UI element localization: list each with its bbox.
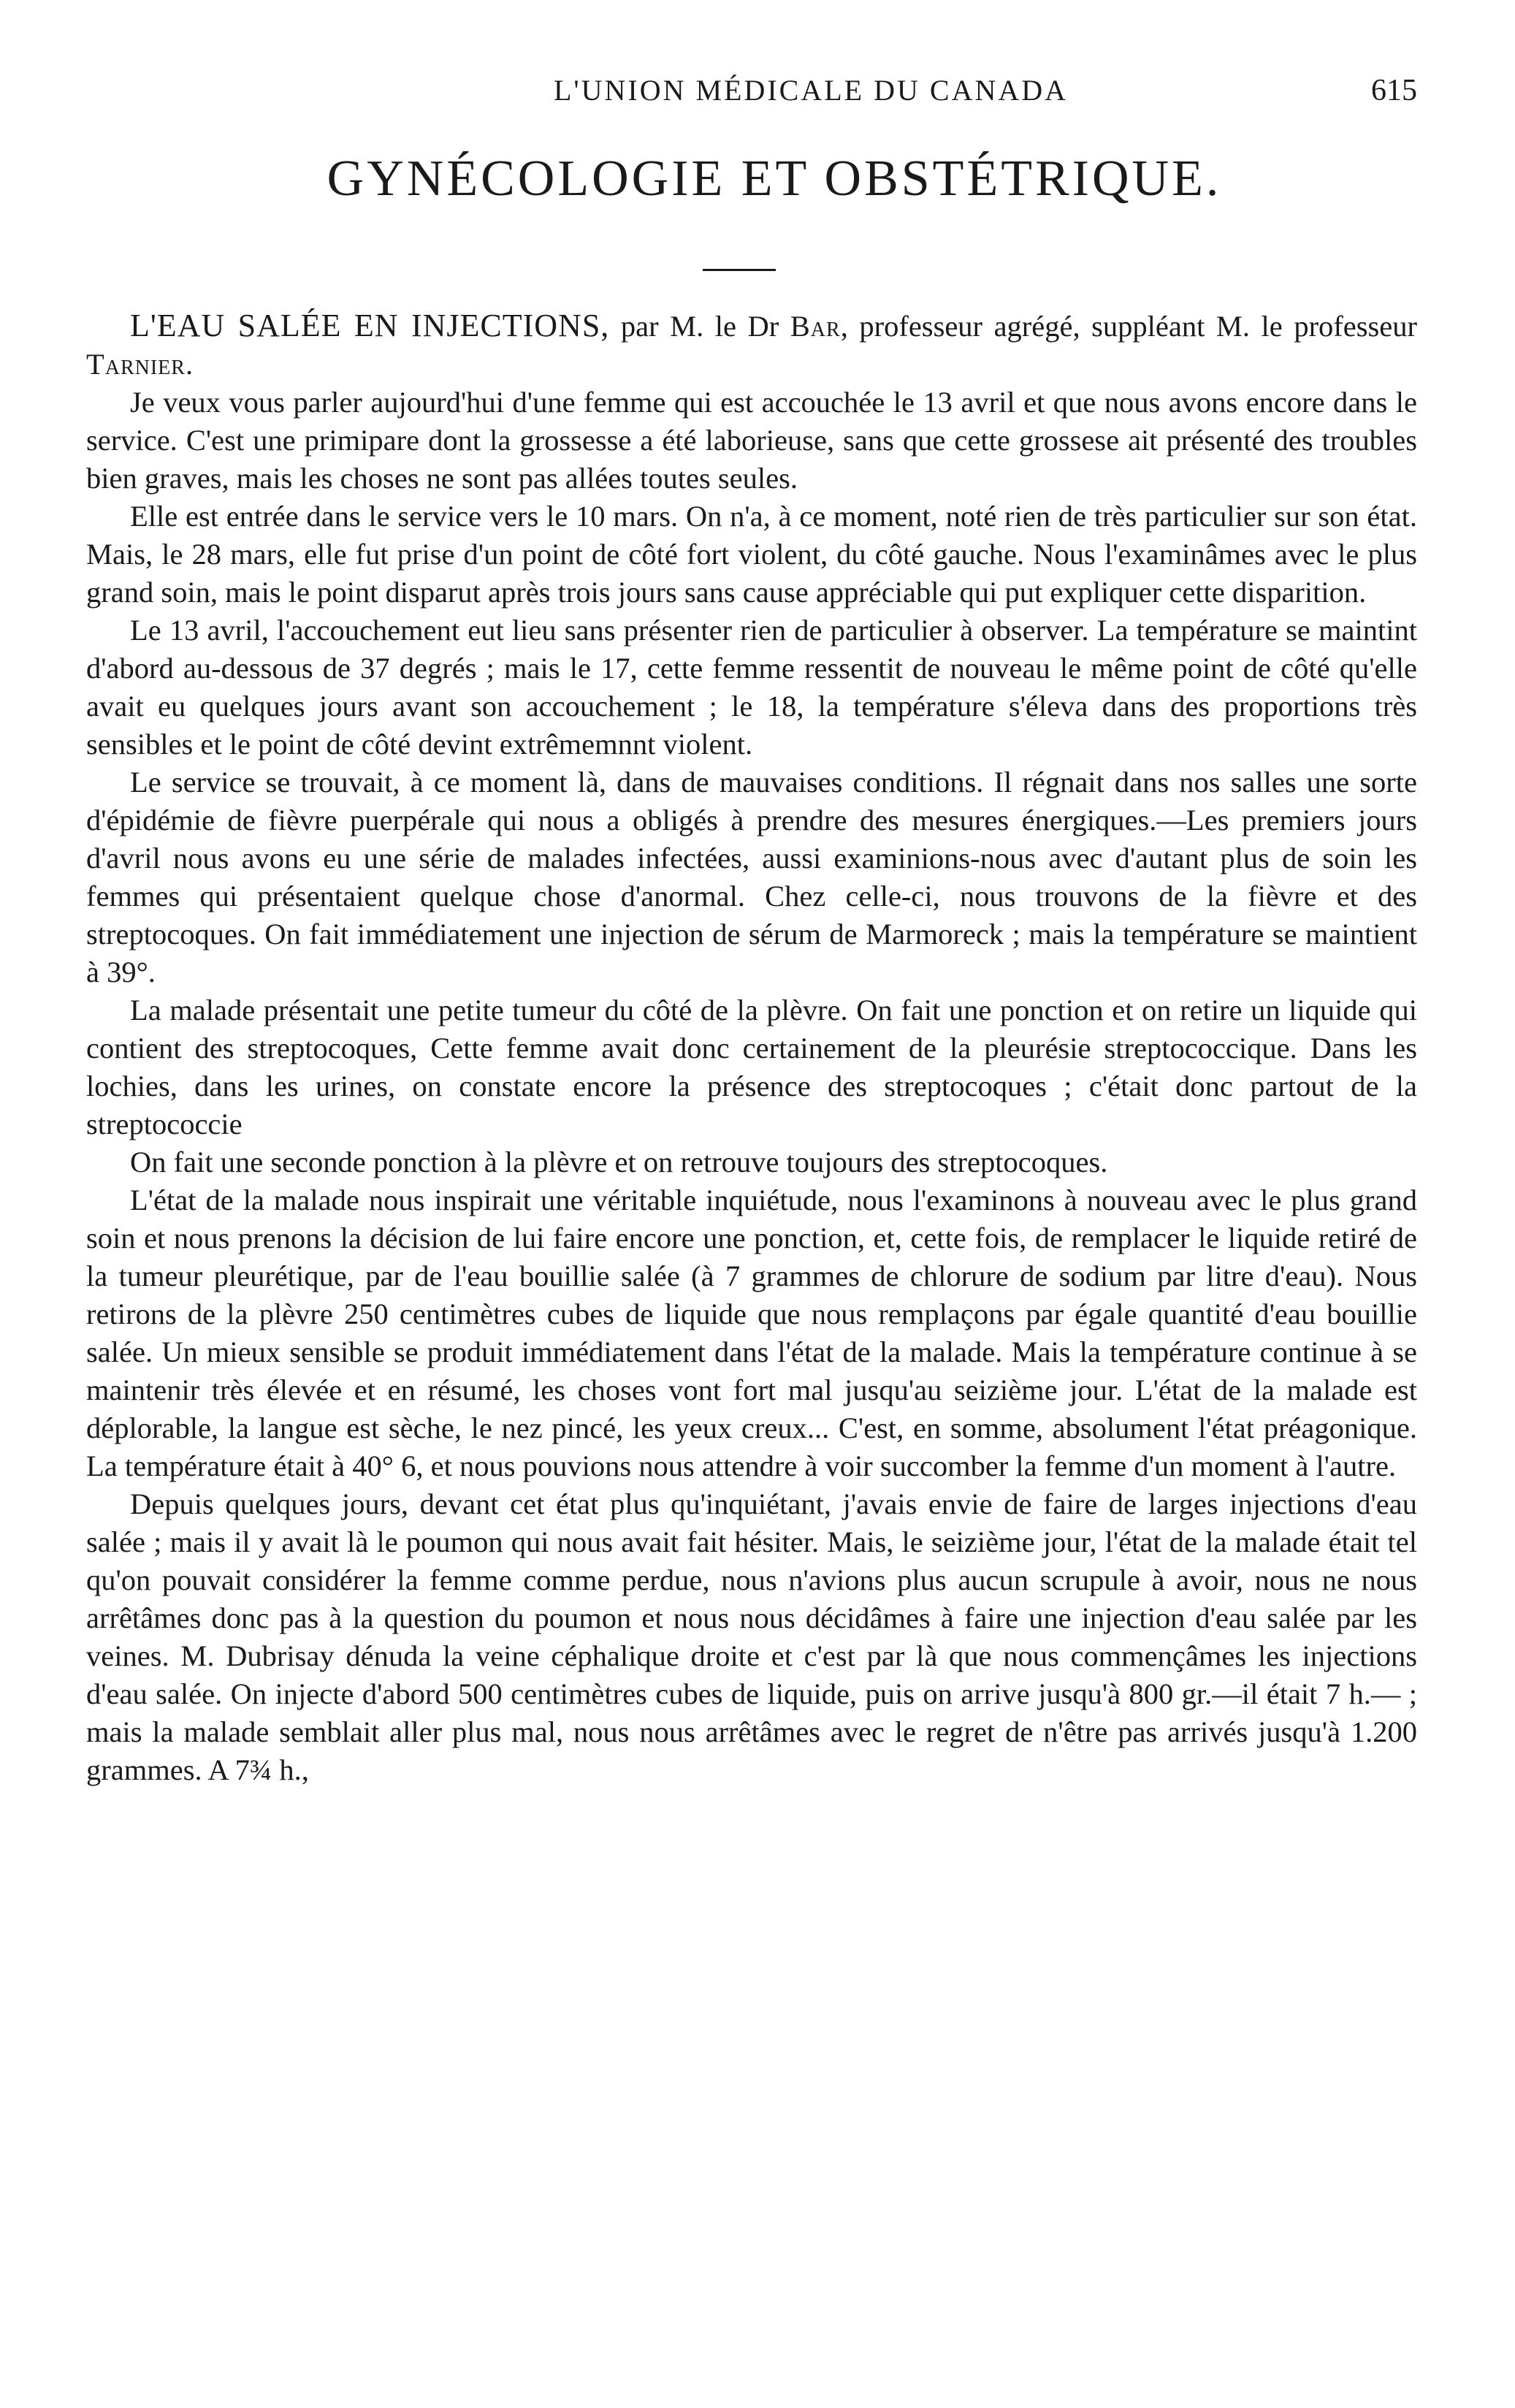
paragraph: La malade présentait une petite tumeur du côté de la plèvre. On fait une ponction et on retire un liquide qui contient des streptocoques, Cette femme avait donc certainement de la pleurésie streptococcique. Dans les lochies, dans les urines, on constate encore la présence des streptocoques ; c'était donc partout de la streptococcie — [86, 994, 1417, 1140]
section-title: GYNÉCOLOGIE ET OBSTÉTRIQUE. — [327, 150, 1222, 207]
paragraph: Elle est entrée dans le service vers le 10 mars. On n'a, à ce moment, noté rien de très particulier sur son état. Mais, le 28 mars, elle fut prise d'un point de côté fort violent, du côté gauche. Nous l'examinâmes avec le plus grand soin, mais le point disparut après trois jours sans cause appréciable qui put expliquer cette disparition. — [86, 500, 1417, 609]
article-byline-part: par M. le Dr — [609, 310, 790, 343]
page-number: 615 — [1371, 74, 1417, 107]
article-byline-end: . — [185, 348, 194, 381]
paragraph: Le 13 avril, l'accouchement eut lieu sans présenter rien de particulier à observer. La température se maintint d'abord au-dessous de 37 degrés ; mais le 17, cette femme ressentit de nouveau le même point de côté qu'elle avait eu quelques jours avant son accouchement ; le 18, la température s'éleva dans des proportions très sensibles et le point de côté devint extrêmemnnt violent. — [86, 614, 1417, 761]
article-author: Bar — [790, 310, 841, 343]
article-header — [86, 307, 1417, 384]
paragraph: On fait une seconde ponction à la plèvre et on retrouve toujours des streptocoques. — [130, 1146, 1108, 1178]
paragraph: Depuis quelques jours, devant cet état plus qu'inquiétant, j'avais envie de faire de larges injections d'eau salée ; mais il y avait là le poumon qui nous avait fait hésiter. Mais, le seizième jour, l'état de la malade était tel qu'on pouvait considérer la femme comme perdue, nous n'avions plus aucun scrupule à avoir, nous ne nous arrêtâmes donc pas à la question du poumon et nous nous décidâmes à faire une injection d'eau salée par les veines. M. Dubrisay dénuda la veine céphalique droite et c'est par là que nous commençâmes les injections d'eau salée. On injecte d'abord 500 centimètres cubes de liquide, puis on arrive jusqu'à 800 gr.—il était 7 h.— ; mais la malade semblait aller plus mal, nous nous arrêtâmes avec le regret de n'être pas arrivés jusqu'à 1.200 grammes. A 7¾ h., — [86, 1487, 1417, 1786]
article-body — [86, 307, 1417, 1789]
separator-rule — [703, 269, 776, 271]
running-head — [131, 73, 1417, 117]
paragraph: L'état de la malade nous inspirait une véritable inquiétude, nous l'examinons à nouveau avec le plus grand soin et nous prenons la décision de lui faire encore une ponction, et, cette fois, de remplacer le liquide retiré de la tumeur pleurétique, par de l'eau bouillie salée (à 7 grammes de chlorure de sodium par litre d'eau). Nous retirons de la plèvre 250 centimètres cubes de liquide que nous remplaçons par égale quantité d'eau bouillie salée. Un mieux sensible se produit immédiatement dans l'état de la malade. Mais la température continue à se maintenir très élevée et en résumé, les choses vont fort mal jusqu'au seizième jour. L'état de la malade est déplorable, la langue est sèche, le nez pincé, les yeux creux... C'est, en somme, absolument l'état préagonique. La température était à 40° 6, et nous pouvions nous attendre à voir succomber la femme d'un moment à l'autre. — [86, 1184, 1417, 1482]
paragraph: Le service se trouvait, à ce moment là, dans de mauvaises conditions. Il régnait dans nos salles une sorte d'épidémie de fièvre puerpérale qui nous a obligés à prendre des mesures énergiques.—Les premiers jours d'avril nous avons eu une série de malades infectées, aussi examinions-nous avec d'autant plus de soin les femmes qui présentaient quelque chose d'anormal. Chez celle-ci, nous trouvons de la fièvre et des streptocoques. On fait immédiatement une injection de sérum de Marmoreck ; mais la température se maintient à 39°. — [86, 766, 1417, 988]
paragraph: Je veux vous parler aujourd'hui d'une femme qui est accouchée le 13 avril et que nous avons encore dans le service. C'est une primipare dont la grossesse a été laborieuse, sans que cette grossese ait présenté des troubles bien graves, mais les choses ne sont pas allées toutes seules. — [86, 386, 1417, 495]
journal-title: L'UNION MÉDICALE DU CANADA — [553, 74, 1069, 107]
article-title: L'EAU SALÉE EN INJECTIONS, — [130, 308, 610, 343]
article-professor: Tarnier — [86, 348, 186, 381]
article-byline-part: , professeur agrégé, suppléant M. le professeur — [840, 310, 1417, 343]
